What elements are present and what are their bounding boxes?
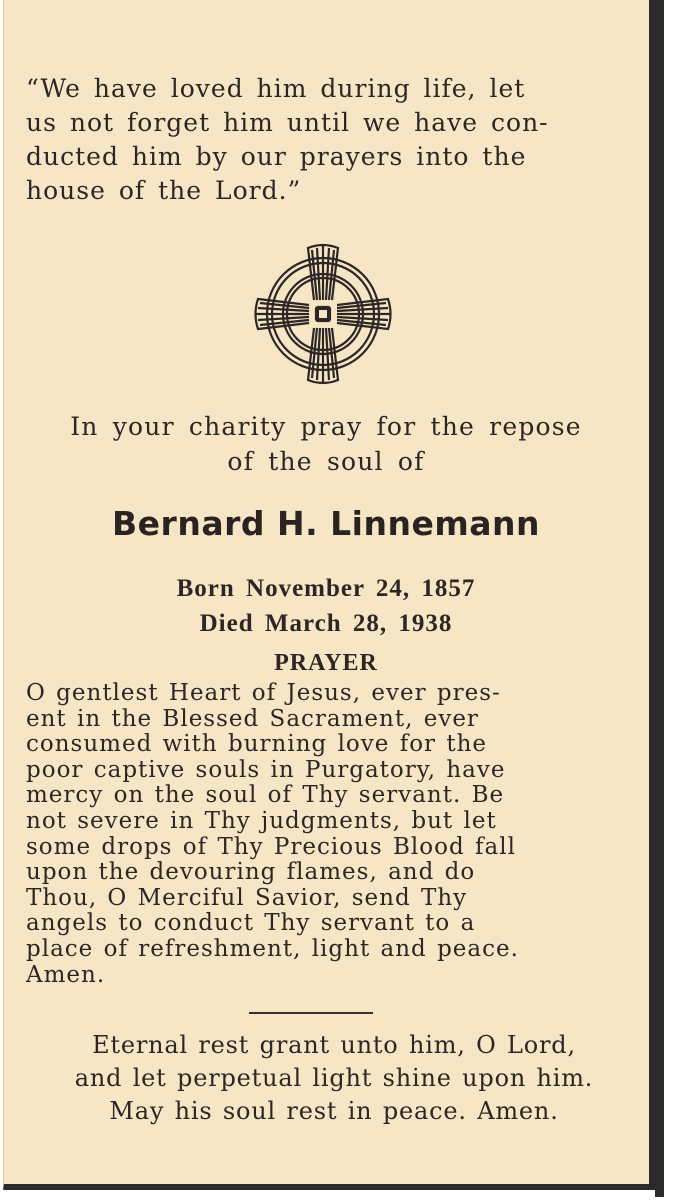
prayer-heading: PRAYER: [274, 650, 378, 676]
memorial-quote: [26, 72, 624, 208]
prayer-line: upon the devouring flames, and do: [26, 859, 476, 886]
closing-prayer: [26, 1029, 642, 1128]
prayer-line: Thou, O Merciful Savior, send Thy: [26, 884, 468, 911]
prayer-line: angels to conduct Thy servant to a: [26, 910, 476, 937]
card-edge: [655, 0, 664, 1197]
quote-line: us not forget him until we have con-: [26, 108, 549, 137]
quote-line: ducted him by our prayers into the: [26, 142, 527, 171]
birth-date: Born November 24, 1857: [176, 575, 476, 602]
closing-line: Eternal rest grant unto him, O Lord,: [92, 1031, 576, 1059]
closing-line: and let perpetual light shine upon him.: [74, 1064, 594, 1092]
life-dates: [26, 571, 626, 641]
prayer-line: O gentlest Heart of Jesus, ever pres-: [26, 680, 501, 706]
prayer-line: some drops of Thy Precious Blood fall: [26, 833, 516, 860]
charity-line: of the soul of: [227, 447, 425, 476]
memorial-card: [3, 0, 655, 1190]
closing-line: May his soul rest in peace. Amen.: [109, 1097, 559, 1125]
prayer-line: mercy on the soul of Thy servant. Be: [26, 782, 505, 809]
prayer-line: not severe in Thy judgments, but let: [26, 807, 497, 834]
prayer-line: consumed with burning love for the: [26, 731, 488, 758]
divider: [249, 1012, 373, 1014]
prayer-line: poor captive souls in Purgatory, have: [26, 756, 506, 783]
prayer-text: [26, 681, 624, 988]
charity-request: [26, 409, 626, 479]
prayer-line: place of refreshment, light and peace.: [26, 935, 519, 962]
death-date: Died March 28, 1938: [199, 610, 453, 637]
deceased-name: Bernard H. Linnemann: [112, 504, 540, 543]
quote-line: house of the Lord.”: [26, 176, 302, 205]
prayer-line: ent in the Blessed Sacrament, ever: [26, 705, 479, 732]
prayer-line: Amen.: [26, 961, 106, 988]
charity-line: In your charity pray for the repose: [70, 412, 582, 441]
celtic-cross-icon: [252, 240, 394, 388]
quote-line: “We have loved him during life, let: [26, 74, 526, 103]
